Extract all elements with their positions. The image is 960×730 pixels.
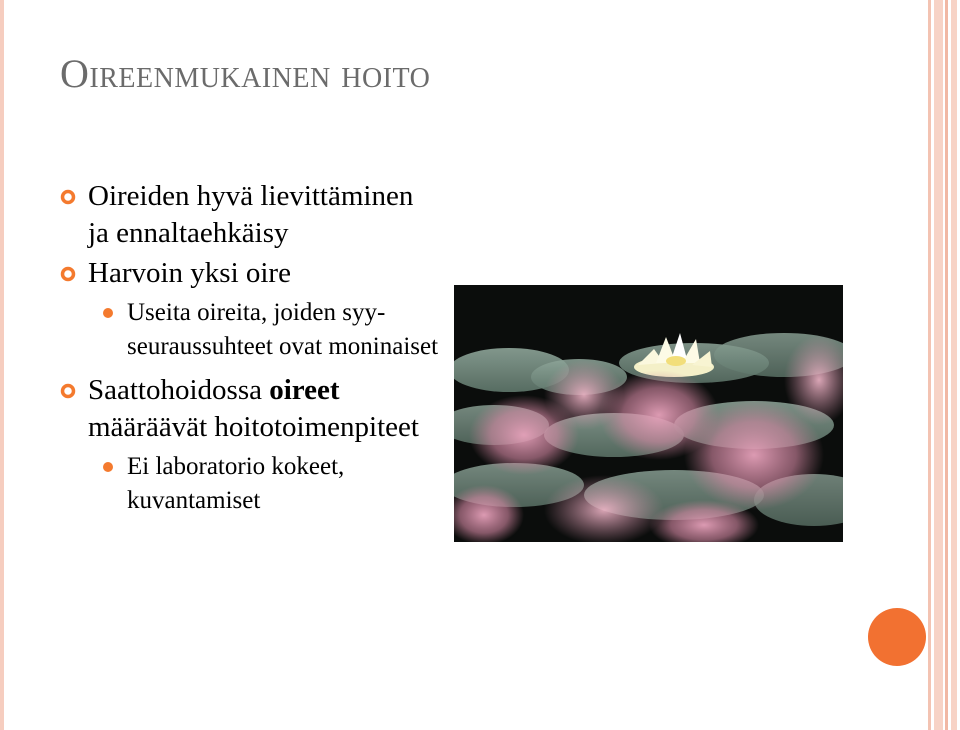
bullet-text: Harvoin yksi oire bbox=[88, 257, 291, 289]
bullet-ring-icon bbox=[60, 189, 76, 205]
water-lily-photo bbox=[454, 285, 843, 542]
bullet-text: Oireiden hyvä lievittäminen ja ennaltaehkäisy bbox=[88, 180, 414, 249]
right-decor-stripe bbox=[951, 0, 957, 730]
sub-bullet-text: Ei laboratorio kokeet, kuvantamiset bbox=[127, 453, 345, 514]
bullet-text: määräävät hoitotoimenpiteet bbox=[88, 411, 419, 443]
accent-circle bbox=[868, 608, 926, 666]
bullet-item bbox=[60, 372, 440, 446]
bullet-dot-icon bbox=[103, 462, 113, 472]
bullet-dot-icon bbox=[103, 308, 113, 318]
right-decor-stripe bbox=[928, 0, 931, 730]
bullet-item bbox=[60, 178, 440, 252]
bullet-list bbox=[60, 178, 440, 526]
sub-bullet-item bbox=[60, 450, 440, 518]
bullet-ring-icon bbox=[60, 266, 76, 282]
right-decor-stripe bbox=[934, 0, 943, 730]
bullet-text: Saattohoidossa bbox=[88, 374, 270, 406]
bullet-item bbox=[60, 255, 440, 292]
bullet-ring-icon bbox=[60, 383, 76, 399]
slide-title: Oireenmukainen hoito bbox=[60, 51, 431, 96]
sub-bullet-text: Useita oireita, joiden syy-seuraussuhteet ovat moninaiset bbox=[127, 299, 439, 360]
sub-bullet-item bbox=[60, 296, 440, 364]
left-border bbox=[0, 0, 4, 730]
right-decor-stripe bbox=[945, 0, 948, 730]
bullet-text-bold: oireet bbox=[269, 374, 340, 406]
